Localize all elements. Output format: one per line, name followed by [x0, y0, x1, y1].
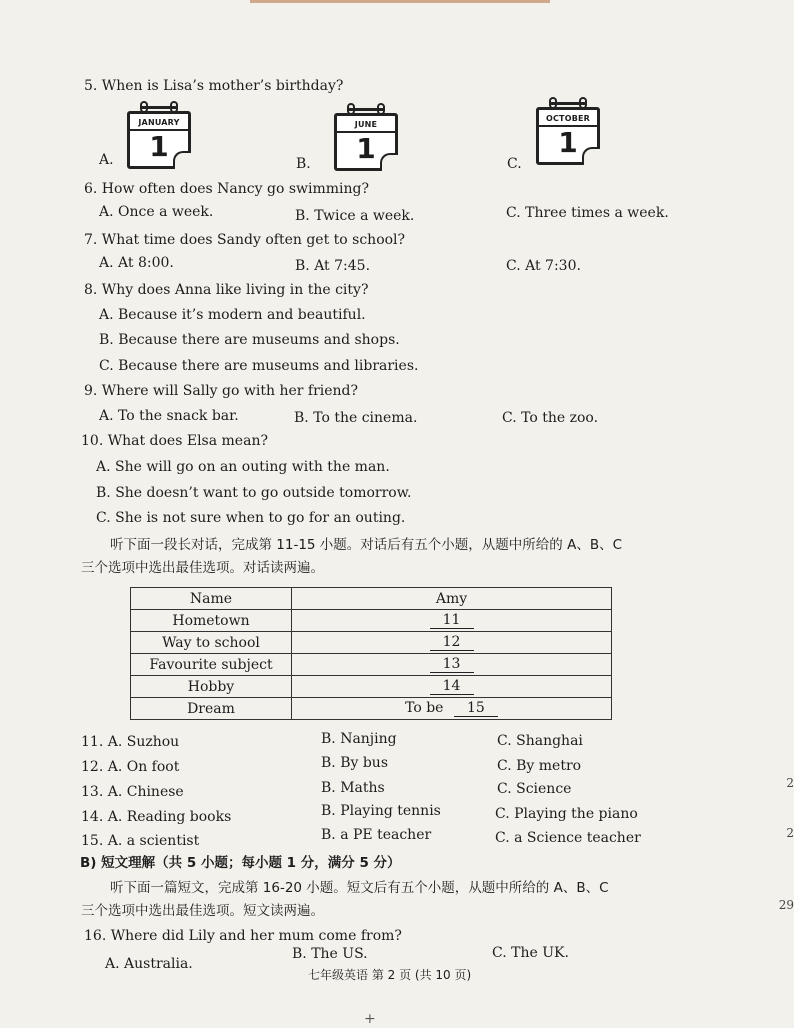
q11-option-c: C. Shanghai [497, 733, 583, 749]
calendar-month: JUNE [354, 120, 378, 129]
calendar-icon-october [536, 107, 600, 165]
q6-option-b: B. Twice a week. [295, 208, 415, 224]
q13-option-a: 13. A. Chinese [81, 784, 184, 800]
q6-question: 6. How often does Nancy go swimming? [84, 181, 369, 197]
q8-option-b: B. Because there are museums and shops. [99, 332, 400, 348]
calendar-day: 1 [558, 126, 578, 159]
answer-blank: 11 [430, 613, 474, 629]
answer-blank: 15 [454, 701, 498, 717]
q16-option-c: C. The UK. [492, 945, 569, 961]
table-label: Name [131, 588, 292, 610]
q7-option-c: C. At 7:30. [506, 258, 581, 274]
instruction-11-15-line2: 三个选项中选出最佳选项。对话读两遍。 [81, 560, 324, 576]
q6-option-a: A. Once a week. [99, 204, 214, 220]
q16-option-a: A. Australia. [105, 956, 193, 972]
instruction-16-20-line1: 听下面一篇短文，完成第 16-20 小题。短文后有五个小题，从题中所给的 A、B、C [110, 880, 609, 896]
q8-option-c: C. Because there are museums and libraries. [99, 358, 419, 374]
table-label: Hometown [131, 610, 292, 632]
section-b-title: B) 短文理解（共 5 小题；每小题 1 分，满分 5 分） [80, 855, 401, 871]
calendar-day: 1 [356, 132, 376, 165]
q7-option-b: B. At 7:45. [295, 258, 371, 274]
calendar-day: 1 [149, 130, 169, 163]
q14-option-c: C. Playing the piano [495, 806, 638, 822]
q5-option-a-letter: A. [99, 152, 114, 168]
q10-question: 10. What does Elsa mean? [81, 433, 268, 449]
margin-mark: 29 [778, 898, 794, 912]
table-row [131, 632, 612, 654]
top-edge-decoration [250, 0, 550, 3]
calendar-icon-june [334, 113, 398, 171]
q5-option-c-letter: C. [507, 156, 522, 172]
margin-mark: 2 [786, 826, 794, 840]
q8-question: 8. Why does Anna like living in the city? [84, 282, 369, 298]
q12-option-b: B. By bus [321, 755, 388, 771]
q15-option-a: 15. A. a scientist [81, 833, 200, 849]
q15-option-b: B. a PE teacher [321, 827, 432, 843]
q5-option-b-letter: B. [296, 156, 311, 172]
instruction-16-20-line2: 三个选项中选出最佳选项。短文读两遍。 [81, 903, 324, 919]
table-label: Way to school [131, 632, 292, 654]
q16-option-b: B. The US. [292, 946, 368, 962]
q12-option-a: 12. A. On foot [81, 759, 180, 775]
q14-option-b: B. Playing tennis [321, 803, 441, 819]
table-row [131, 654, 612, 676]
answer-blank: 14 [430, 679, 474, 695]
q9-option-c: C. To the zoo. [502, 410, 599, 426]
calendar-icon-january [127, 111, 191, 169]
calendar-month: JANUARY [138, 118, 180, 127]
q11-option-a: 11. A. Suzhou [81, 734, 180, 750]
answer-blank: 13 [430, 657, 474, 673]
table-prefix: To be [405, 700, 444, 716]
q7-question: 7. What time does Sandy often get to school? [84, 232, 406, 248]
q12-option-c: C. By metro [497, 758, 582, 774]
q6-option-c: C. Three times a week. [506, 205, 669, 221]
calendar-month: OCTOBER [545, 114, 591, 123]
table-value: Amy [292, 588, 612, 610]
table-row [131, 610, 612, 632]
q9-option-b: B. To the cinema. [294, 410, 418, 426]
table-row [131, 588, 612, 610]
table-label: Favourite subject [131, 654, 292, 676]
q16-question: 16. Where did Lily and her mum come from? [84, 928, 402, 944]
table-row [131, 698, 612, 720]
q9-question: 9. Where will Sally go with her friend? [84, 383, 359, 399]
q9-option-a: A. To the snack bar. [99, 408, 239, 424]
q11-option-b: B. Nanjing [321, 731, 397, 747]
q14-option-a: 14. A. Reading books [81, 809, 232, 825]
q10-option-a: A. She will go on an outing with the man. [96, 459, 390, 475]
q10-option-b: B. She doesn’t want to go outside tomorrow. [96, 485, 412, 501]
answer-blank: 12 [430, 635, 474, 651]
table-row [131, 676, 612, 698]
crosshair-mark: + [364, 1011, 376, 1027]
table-label: Dream [131, 698, 292, 720]
q13-option-b: B. Maths [321, 780, 385, 796]
q7-option-a: A. At 8:00. [99, 255, 174, 271]
q5-question: 5. When is Lisa’s mother’s birthday? [84, 78, 344, 94]
margin-mark: 2 [786, 776, 794, 790]
table-label: Hobby [131, 676, 292, 698]
conversation-table [130, 587, 612, 720]
q8-option-a: A. Because it’s modern and beautiful. [99, 307, 366, 323]
q15-option-c: C. a Science teacher [495, 830, 641, 846]
q13-option-c: C. Science [497, 781, 572, 797]
q10-option-c: C. She is not sure when to go for an outing. [96, 510, 406, 526]
page-footer: 七年级英语 第 2 页 (共 10 页) [308, 968, 472, 982]
instruction-11-15-line1: 听下面一段长对话，完成第 11-15 小题。对话后有五个小题，从题中所给的 A、B、C [110, 537, 623, 553]
